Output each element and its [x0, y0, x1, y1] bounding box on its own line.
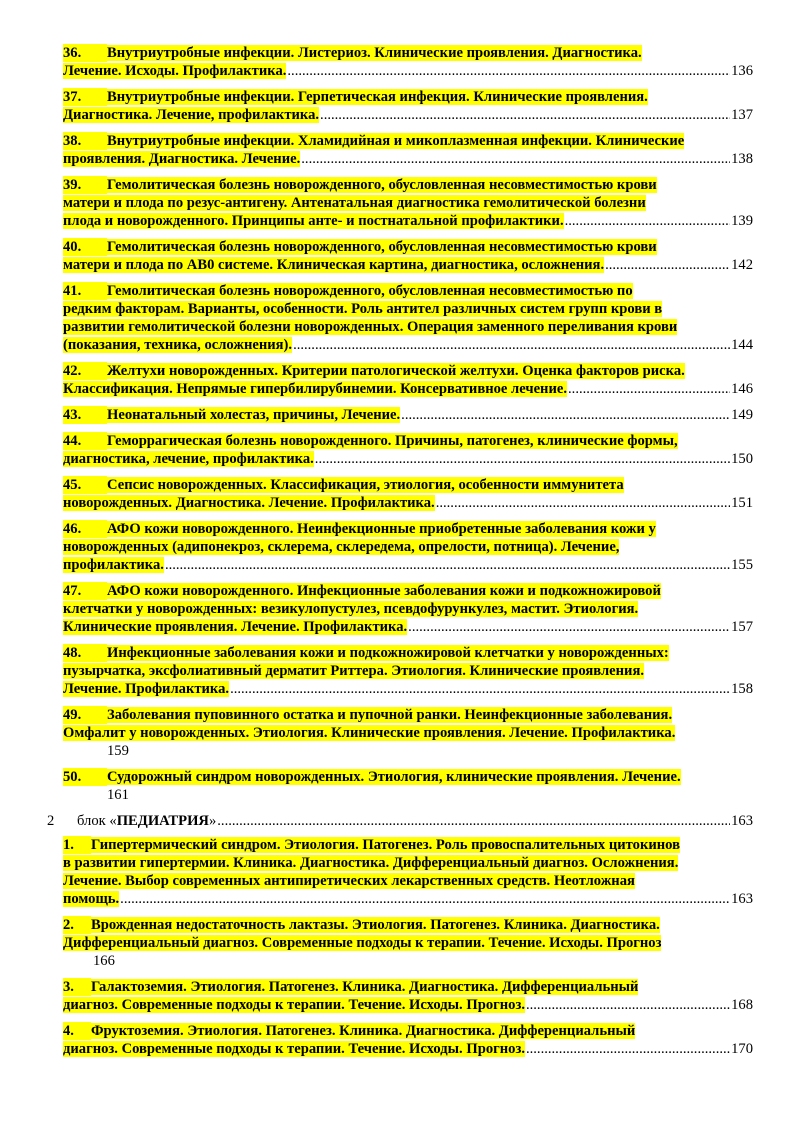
- toc-entry-text: Инфекционные заболевания кожи и подкожножировой клетчатки у новорожденных:: [107, 645, 669, 661]
- toc-entry[interactable]: [63, 768, 753, 804]
- toc-entry-line: [63, 282, 753, 300]
- toc-page-number: 155: [731, 557, 753, 573]
- toc-entry[interactable]: [63, 520, 753, 574]
- toc-entry-text: диагноз. Современные подходы к терапии. Течение. Исходы. Прогноз.: [63, 997, 525, 1013]
- toc-entry-text: Омфалит у новорожденных. Этиология. Клинические проявления. Лечение. Профилактика.: [63, 725, 676, 741]
- toc-entry-text: новорожденных (адипонекроз, склерема, склередема, опрелости, потница). Лечение,: [63, 539, 620, 555]
- toc-entry-number: 3.: [63, 978, 91, 996]
- toc-page-number: 159: [107, 743, 129, 759]
- dot-leader: [120, 890, 730, 908]
- toc-entry-text: Клинические проявления. Лечение. Профилактика.: [63, 619, 408, 635]
- toc-entry-text: Неонатальный холестаз, причины, Лечение.: [107, 407, 401, 423]
- toc-entry-text: диагноз. Современные подходы к терапии. Течение. Исходы. Прогноз.: [63, 1041, 525, 1057]
- toc-page-number: 142: [731, 257, 753, 273]
- toc-entry-text: Лечение. Профилактика.: [63, 681, 230, 697]
- table-of-contents: [47, 44, 753, 1066]
- toc-entry-text: проявления. Диагностика. Лечение.: [63, 151, 301, 167]
- toc-entry-text: Заболевания пуповинного остатка и пупочной ранки. Неинфекционные заболевания.: [107, 707, 673, 723]
- toc-entry-text: Геморрагическая болезнь новорожденного. Причины, патогенез, клинические формы,: [107, 433, 678, 449]
- toc-entry-text: матери и плода по АВ0 системе. Клиническая картина, диагностика, осложнения.: [63, 257, 605, 273]
- toc-page-number: 136: [731, 63, 753, 79]
- toc-page-number: 163: [731, 891, 753, 907]
- toc-entry-text: Гипертермический синдром. Этиология. Патогенез. Роль провоспалительных цитокинов: [91, 837, 681, 853]
- toc-entry-text: редким факторам. Варианты, особенности. Роль антител различных систем групп крови в: [63, 301, 663, 317]
- toc-page-number: 137: [731, 107, 753, 123]
- toc-entry-text: Гемолитическая болезнь новорожденного, обусловленная несовместимостью по: [107, 283, 633, 299]
- dot-leader: [293, 336, 730, 354]
- toc-page-number: 150: [731, 451, 753, 467]
- toc-entry-line: [63, 150, 753, 168]
- toc-entry-title: [63, 556, 164, 574]
- toc-entry-line: [63, 978, 753, 996]
- toc-page-number: 144: [731, 337, 753, 353]
- toc-entry[interactable]: [63, 432, 753, 468]
- toc-entry[interactable]: [63, 836, 753, 908]
- toc-entry-line: [63, 476, 753, 494]
- toc-entry-line: [63, 680, 753, 698]
- section-title-text: ПЕДИАТРИЯ: [116, 813, 209, 829]
- dot-leader: [320, 106, 730, 124]
- toc-entry-line: [63, 106, 753, 124]
- toc-entry[interactable]: [63, 706, 753, 760]
- dot-leader: [165, 556, 730, 574]
- toc-entry-title: [63, 62, 286, 80]
- toc-entry-text: Внутриутробные инфекции. Герпетическая инфекция. Клинические проявления.: [107, 89, 648, 105]
- toc-entry-line: [63, 618, 753, 636]
- toc-page-number: 166: [93, 953, 115, 969]
- toc-page-number: 158: [731, 681, 753, 697]
- dot-leader: [568, 380, 730, 398]
- toc-entry-number: 46.: [63, 520, 107, 538]
- toc-entry-line: [63, 600, 753, 618]
- toc-entry[interactable]: [63, 176, 753, 230]
- toc-entry-number: 44.: [63, 432, 107, 450]
- toc-entry-line: [63, 88, 753, 106]
- toc-entry-text: Лечение. Выбор современных антипиретических лекарственных средств. Неотложная: [63, 873, 635, 889]
- toc-entry-line: [63, 62, 753, 80]
- toc-entry-line: [63, 952, 753, 970]
- section-number: 2: [47, 813, 55, 829]
- toc-entry-line: [63, 996, 753, 1014]
- toc-entry-text: Внутриутробные инфекции. Листериоз. Клинические проявления. Диагностика.: [107, 45, 642, 61]
- toc-entry-line: [63, 256, 753, 274]
- dot-leader: [605, 256, 730, 274]
- toc-entry-number: 2.: [63, 916, 91, 934]
- toc-entry-line: [63, 132, 753, 150]
- toc-entry-line: [63, 916, 753, 934]
- toc-entry[interactable]: [63, 238, 753, 274]
- dot-leader: [230, 680, 730, 698]
- toc-entry-title: [63, 106, 319, 124]
- dot-leader: [526, 1040, 730, 1058]
- toc-entry[interactable]: [63, 44, 753, 80]
- toc-entry-line: [63, 836, 753, 854]
- toc-entry-title: [63, 256, 604, 274]
- toc-entry[interactable]: [63, 88, 753, 124]
- toc-entry-title: [63, 494, 435, 512]
- toc-entry-number: 39.: [63, 176, 107, 194]
- toc-entry-text: матери и плода по резус-антигену. Антенатальная диагностика гемолитической болезни: [63, 195, 646, 211]
- toc-page-number: 151: [731, 495, 753, 511]
- toc-page-number: 170: [731, 1041, 753, 1057]
- toc-entry-number: 40.: [63, 238, 107, 256]
- toc-entry-title: [63, 150, 300, 168]
- toc-entry-text: Классификация. Непрямые гипербилирубинемии. Консервативное лечение.: [63, 381, 568, 397]
- dot-leader: [401, 406, 730, 424]
- toc-entry-text: помощь.: [63, 891, 120, 907]
- toc-entry-text: Гемолитическая болезнь новорожденного, обусловленная несовместимостью крови: [107, 239, 657, 255]
- toc-entry-text: развитии гемолитической болезни новорожденных. Операция заменного переливания крови: [63, 319, 678, 335]
- dot-leader: [301, 150, 730, 168]
- toc-entry-text: АФО кожи новорожденного. Инфекционные заболевания кожи и подкожножировой: [107, 583, 661, 599]
- toc-entry-number: 50.: [63, 768, 107, 786]
- toc-entry-line: [63, 300, 753, 318]
- toc-entry-number: 48.: [63, 644, 107, 662]
- toc-entry-line: [63, 520, 753, 538]
- toc-entry-number: 37.: [63, 88, 107, 106]
- toc-entry-text: Врожденная недостаточность лактазы. Этиология. Патогенез. Клиника. Диагностика.: [91, 917, 660, 933]
- toc-entry-line: [63, 212, 753, 230]
- toc-page-number: 138: [731, 151, 753, 167]
- dot-leader: [565, 212, 731, 230]
- toc-entry-line: [63, 406, 753, 424]
- dot-leader: [315, 450, 730, 468]
- toc-entry-number: 45.: [63, 476, 107, 494]
- toc-page-number: 163: [731, 813, 753, 829]
- toc-page-number: 146: [731, 381, 753, 397]
- toc-entry[interactable]: [63, 132, 753, 168]
- toc-entry-line: [63, 934, 753, 952]
- toc-page-number: 161: [107, 787, 129, 803]
- toc-entry-text: пузырчатка, эксфолиативный дерматит Риттера. Этиология. Клинические проявления.: [63, 663, 644, 679]
- toc-entry[interactable]: [63, 582, 753, 636]
- toc-entry-line: [63, 854, 753, 872]
- toc-page-number: 168: [731, 997, 753, 1013]
- toc-entry-line: [63, 556, 753, 574]
- dot-leader: [287, 62, 730, 80]
- toc-entry-line: [63, 336, 753, 354]
- toc-entry-text: профилактика.: [63, 557, 164, 573]
- toc-entry[interactable]: [63, 362, 753, 398]
- toc-entry[interactable]: [63, 644, 753, 698]
- toc-entry-title: [63, 618, 407, 636]
- toc-entry-line: [63, 724, 753, 742]
- toc-entry-number: 41.: [63, 282, 107, 300]
- dot-leader: [408, 618, 730, 636]
- toc-entry-number: 1.: [63, 836, 91, 854]
- toc-entry-text: плода и новорожденного. Принципы анте- и постнатальной профилактики.: [63, 213, 564, 229]
- toc-page-number: 139: [731, 213, 753, 229]
- toc-entry-line: [63, 1040, 753, 1058]
- toc-entry-line: [63, 380, 753, 398]
- toc-entry-line: [63, 238, 753, 256]
- toc-entry[interactable]: [63, 406, 753, 424]
- toc-page-number: 149: [731, 407, 753, 423]
- toc-entry-line: [63, 786, 753, 804]
- section-suffix: »: [208, 813, 217, 829]
- toc-entry-number: 4.: [63, 1022, 91, 1040]
- toc-entry-line: [63, 176, 753, 194]
- section-prefix: блок «: [77, 813, 117, 829]
- toc-entry-number: 49.: [63, 706, 107, 724]
- toc-entry-text: в развитии гипертермии. Клиника. Диагностика. Дифференциальный диагноз. Осложнения.: [63, 855, 679, 871]
- section-title: [77, 812, 216, 830]
- toc-entry-title: [63, 996, 525, 1014]
- toc-entry-line: [63, 706, 753, 724]
- toc-entry-line: [63, 1022, 753, 1040]
- toc-entry-text: клетчатки у новорожденных: везикулопустулез, псевдофурункулез, мастит. Этиология.: [63, 601, 639, 617]
- toc-entry-text: Желтухи новорожденных. Критерии патологической желтухи. Оценка факторов риска.: [107, 363, 685, 379]
- toc-entry-title: [63, 336, 292, 354]
- toc-entry-number: 43.: [63, 406, 107, 424]
- toc-entry-text: Дифференциальный диагноз. Современные подходы к терапии. Течение. Исходы. Прогноз: [63, 935, 662, 951]
- toc-entry[interactable]: [63, 916, 753, 970]
- toc-entry-line: [63, 362, 753, 380]
- toc-entry-title: [63, 1040, 525, 1058]
- toc-entry-line: [63, 742, 753, 760]
- toc-page-number: 157: [731, 619, 753, 635]
- toc-entry-title: [63, 380, 567, 398]
- toc-entry-title: [63, 450, 314, 468]
- section-heading[interactable]: [47, 812, 753, 830]
- toc-entry-title: [63, 890, 119, 908]
- toc-entry-number: 47.: [63, 582, 107, 600]
- toc-entry[interactable]: [63, 978, 753, 1014]
- toc-entry-text: Лечение. Исходы. Профилактика.: [63, 63, 287, 79]
- toc-entry-text: Фруктоземия. Этиология. Патогенез. Клиника. Диагностика. Дифференциальный: [91, 1023, 636, 1039]
- toc-entry-line: [63, 872, 753, 890]
- toc-entry-text: диагностика, лечение, профилактика.: [63, 451, 314, 467]
- toc-entry[interactable]: [63, 476, 753, 512]
- toc-entry-line: [63, 538, 753, 556]
- toc-entry-text: новорожденных. Диагностика. Лечение. Профилактика.: [63, 495, 435, 511]
- toc-entry-line: [63, 890, 753, 908]
- toc-entry[interactable]: [63, 282, 753, 354]
- toc-entry-line: [63, 662, 753, 680]
- toc-entry-text: Сепсис новорожденных. Классификация, этиология, особенности иммунитета: [107, 477, 624, 493]
- toc-entry-title: [63, 680, 229, 698]
- toc-entry-line: [63, 644, 753, 662]
- dot-leader: [436, 494, 730, 512]
- toc-entry-text: Судорожный синдром новорожденных. Этиология, клинические проявления. Лечение.: [107, 769, 681, 785]
- toc-entry-line: [63, 768, 753, 786]
- toc-entry-text: Гемолитическая болезнь новорожденного, обусловленная несовместимостью крови: [107, 177, 657, 193]
- toc-entry-text: Внутриутробные инфекции. Хламидийная и микоплазменная инфекции. Клинические: [107, 133, 685, 149]
- toc-entry-number: 36.: [63, 44, 107, 62]
- toc-entry[interactable]: [63, 1022, 753, 1058]
- toc-entry-number: 42.: [63, 362, 107, 380]
- toc-entry-line: [63, 432, 753, 450]
- toc-entry-line: [63, 450, 753, 468]
- toc-entry-title: [63, 406, 400, 424]
- toc-entry-line: [63, 194, 753, 212]
- toc-entry-line: [63, 494, 753, 512]
- toc-entry-line: [63, 582, 753, 600]
- toc-entry-text: Галактоземия. Этиология. Патогенез. Клиника. Диагностика. Дифференциальный: [91, 979, 639, 995]
- toc-entry-number: 38.: [63, 132, 107, 150]
- toc-entry-line: [63, 318, 753, 336]
- toc-entry-line: [63, 44, 753, 62]
- toc-entry-text: (показания, техника, осложнения).: [63, 337, 293, 353]
- toc-entry-text: Диагностика. Лечение, профилактика.: [63, 107, 320, 123]
- dot-leader: [217, 812, 730, 830]
- toc-entry-title: [63, 212, 564, 230]
- dot-leader: [526, 996, 730, 1014]
- toc-entry-text: АФО кожи новорожденного. Неинфекционные приобретенные заболевания кожи у: [107, 521, 656, 537]
